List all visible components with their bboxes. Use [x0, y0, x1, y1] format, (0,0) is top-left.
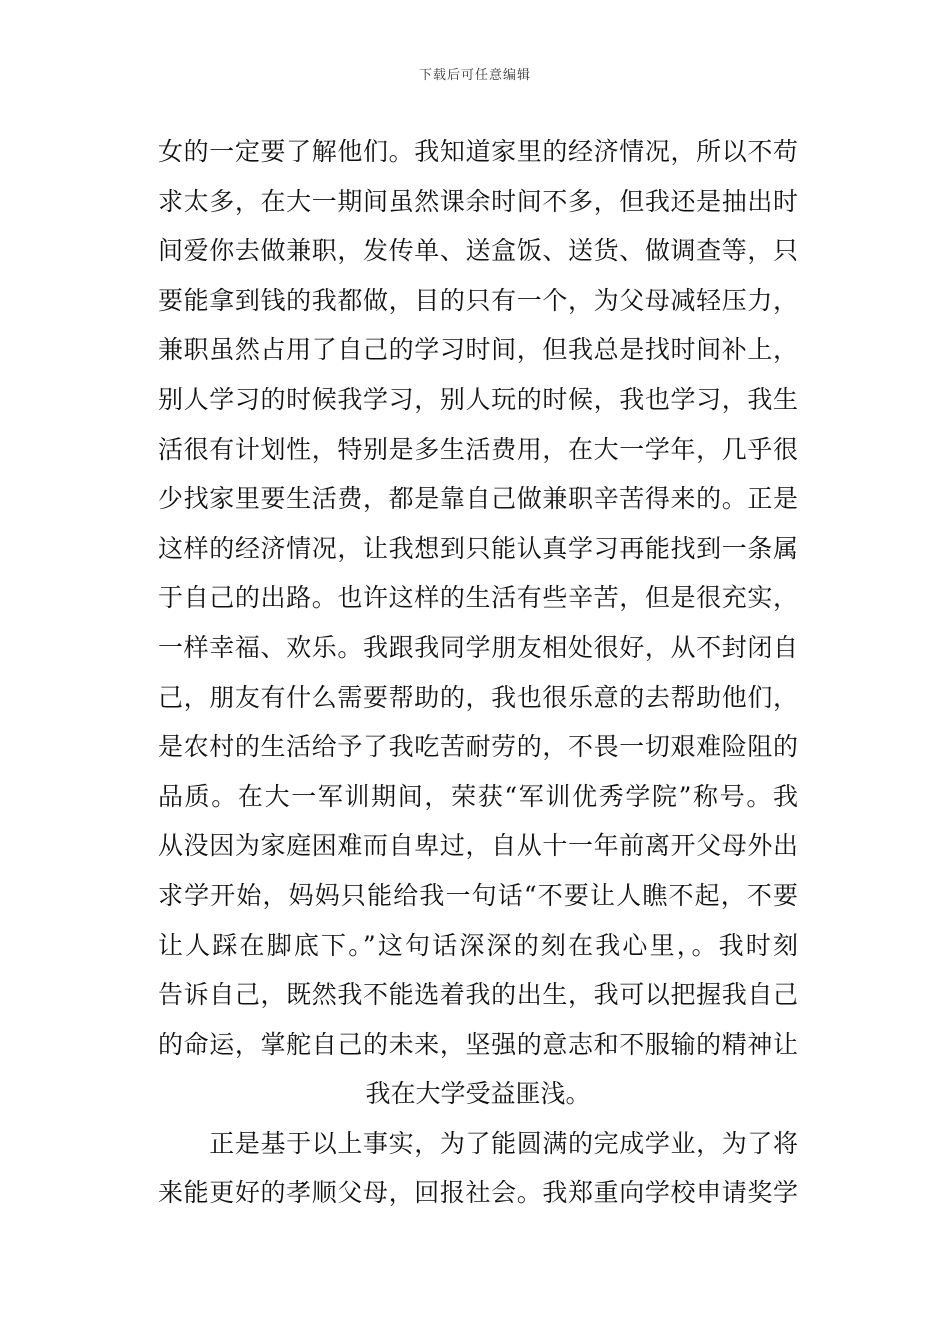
page-header: 下载后可任意编辑 [418, 68, 531, 83]
text-line: 来能更好的孝顺父母，回报社会。我郑重向学校申请奖学 [158, 1178, 798, 1208]
text-line: 品质。在大一军训期间，荣获“军训优秀学院”称号。我 [158, 781, 798, 811]
text-line: 兼职虽然占用了自己的学习时间，但我总是找时间补上， [158, 335, 798, 365]
text-line: 于自己的出路。也许这样的生活有些辛苦，但是很充实， [158, 583, 798, 613]
text-line: 这样的经济情况，让我想到只能认真学习再能找到一条属 [158, 533, 798, 563]
text-line: 己，朋友有什么需要帮助的，我也很乐意的去帮助他们， [158, 682, 798, 712]
text-line: 要能拿到钱的我都做，目的只有一个，为父母减轻压力， [158, 285, 798, 315]
text-line: 活很有计划性，特别是多生活费用，在大一学年，几乎很 [158, 434, 798, 464]
text-line: 告诉自己，既然我不能选着我的出生，我可以把握我自己 [158, 980, 798, 1010]
document-body [158, 127, 798, 1218]
text-line: 少找家里要生活费，都是靠自己做兼职辛苦得来的。正是 [158, 484, 798, 514]
text-line: 别人学习的时候我学习，别人玩的时候，我也学习，我生 [158, 384, 798, 414]
text-line: 从没因为家庭困难而自卑过，自从十一年前离开父母外出 [158, 831, 798, 861]
paragraph-end-line: 我在大学受益匪浅。 [365, 1079, 591, 1109]
paragraph-start-line: 正是基于以上事实，为了能圆满的完成学业，为了将 [158, 1128, 798, 1158]
text-line: 求学开始，妈妈只能给我一句话“不要让人瞧不起，不要 [158, 880, 798, 910]
text-line: 女的一定要了解他们。我知道家里的经济情况，所以不苟 [158, 137, 798, 166]
text-line: 让人踩在脚底下。”这句话深深的刻在我心里，。我时刻 [158, 930, 798, 960]
text-line: 是农村的生活给予了我吃苦耐劳的，不畏一切艰难险阻的 [158, 732, 798, 762]
text-line: 一样幸福、欢乐。我跟我同学朋友相处很好，从不封闭自 [158, 632, 798, 662]
text-line: 求太多，在大一期间虽然课余时间不多，但我还是抽出时 [158, 186, 798, 216]
text-line: 间爱你去做兼职，发传单、送盒饭、送货、做调查等，只 [158, 236, 798, 266]
text-line: 的命运，掌舵自己的未来，坚强的意志和不服输的精神让 [158, 1029, 798, 1059]
